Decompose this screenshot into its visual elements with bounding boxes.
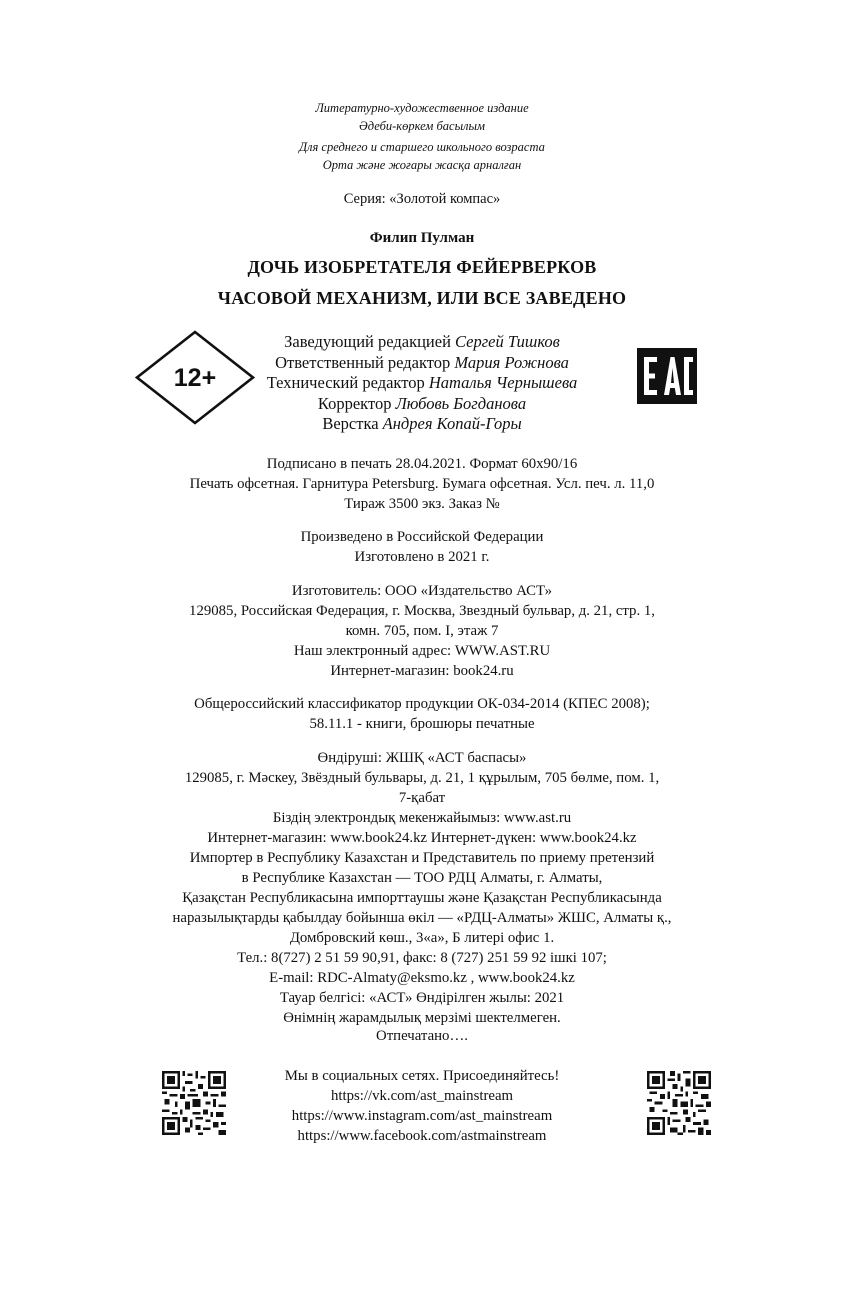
author-name: Филип Пулман: [369, 230, 475, 246]
staff-row: Ответственный редактор Мария Рожнова: [275, 352, 569, 372]
staff-row: Технический редактор Наталья Чернышева: [266, 373, 578, 392]
kazakh-line: Интернет-магазин: www.book24.kz Интернет-дүкен: www.book24.kz: [207, 830, 637, 846]
kazakh-info: [0, 748, 844, 1028]
printed-line: [0, 1026, 844, 1046]
social-block: [0, 1066, 844, 1146]
kazakh-line: Қазақстан Республикасына импорттаушы және Қазақстан Республикасында: [182, 890, 662, 906]
social-link-instagram[interactable]: https://www.instagram.com/ast_mainstream: [291, 1108, 553, 1124]
print-info-line: Подписано в печать 28.04.2021. Формат 60x90/16: [266, 456, 578, 472]
edition-type-ru: Литературно-художественное издание: [315, 101, 529, 115]
print-info-line: Тираж 3500 экз. Заказ №: [344, 496, 500, 512]
manufacturer-line: Интернет-магазин: book24.ru: [330, 663, 514, 679]
staff-row: Корректор Любовь Богданова: [317, 393, 527, 413]
book-titles: [0, 254, 844, 312]
edition-header: [0, 99, 844, 175]
kazakh-line: Домбровский көш., 3«а», Б литері офис 1.: [289, 930, 555, 946]
manufacturer-line: комн. 705, пом. I, этаж 7: [345, 623, 499, 639]
kazakh-line: Өнімнің жарамдылық мерзімі шектелмеген.: [283, 1010, 561, 1026]
kazakh-line: наразылықтарды қабылдау бойынша өкіл — «РДЦ-Алматы» ЖШС, Алматы қ.,: [172, 910, 672, 926]
edition-type-kz: Әдеби-көркем басылым: [359, 119, 485, 133]
kazakh-line: Өндіруші: ЖШҚ «АСТ баспасы»: [317, 750, 527, 766]
book-title-1: ДОЧЬ ИЗОБРЕТАТЕЛЯ ФЕЙЕРВЕРКОВ: [247, 257, 597, 277]
audience-kz: Орта және жоғары жасқа арналған: [322, 158, 522, 172]
manufacturer-line: Изготовитель: ООО «Издательство АСТ»: [291, 583, 553, 599]
staff-list: [0, 332, 844, 435]
kazakh-line: в Республике Казахстан — ТОО РДЦ Алматы, г. Алматы,: [241, 870, 603, 886]
manufacturer-line: 129085, Российская Федерация, г. Москва, Звездный бульвар, д. 21, стр. 1,: [189, 603, 655, 619]
series-name: Серия: «Золотой компас»: [343, 191, 501, 207]
qr-code-icon: [162, 1071, 226, 1135]
kazakh-line: Тел.: 8(727) 2 51 59 90,91, факс: 8 (727) 251 59 92 ішкі 107;: [237, 950, 607, 966]
print-info: [0, 454, 844, 514]
origin-info: [0, 527, 844, 567]
eac-logo-icon: [637, 348, 697, 404]
classifier-line: 58.11.1 - книги, брошюры печатные: [309, 716, 535, 732]
kazakh-line: 7-қабат: [398, 790, 446, 806]
series-line: [0, 189, 844, 209]
kazakh-line: Тауар белгісі: «АСТ» Өндірілген жылы: 2021: [279, 990, 565, 1006]
origin-line: Произведено в Российской Федерации: [300, 529, 544, 545]
author-line: [0, 228, 844, 248]
social-link-facebook[interactable]: https://www.facebook.com/astmainstream: [297, 1128, 547, 1144]
audience-ru: Для среднего и старшего школьного возраста: [299, 140, 545, 154]
manufacturer-info: [0, 581, 844, 681]
printed-text: Отпечатано….: [376, 1028, 468, 1044]
classifier-line: Общероссийский классификатор продукции ОК-034-2014 (КПЕС 2008);: [194, 696, 650, 712]
kazakh-line: Біздің электрондық мекенжайымыз: www.ast.ru: [272, 810, 572, 826]
print-info-line: Печать офсетная. Гарнитура Petersburg. Бумага офсетная. Усл. печ. л. 11,0: [189, 476, 655, 492]
kazakh-line: Импортер в Республику Казахстан и Представитель по приему претензий: [189, 850, 655, 866]
staff-row: Заведующий редакцией Сергей Тишков: [284, 332, 560, 351]
social-heading: Мы в социальных сетях. Присоединяйтесь!: [284, 1068, 560, 1084]
manufacturer-line: Наш электронный адрес: WWW.AST.RU: [293, 643, 551, 659]
social-link-vk[interactable]: https://vk.com/ast_mainstream: [330, 1088, 514, 1104]
classifier-info: [0, 694, 844, 734]
book-title-2: ЧАСОВОЙ МЕХАНИЗМ, ИЛИ ВСЕ ЗАВЕДЕНО: [217, 288, 627, 308]
kazakh-line: 129085, г. Мәскеу, Звёздный бульвары, д. 21, 1 құрылым, 705 бөлме, пом. 1,: [184, 770, 660, 786]
origin-line: Изготовлено в 2021 г.: [354, 549, 490, 565]
qr-code-icon: [647, 1071, 711, 1135]
kazakh-line: E-mail: RDC-Almaty@eksmo.kz , www.book24.kz: [269, 970, 575, 986]
age-rating-text: 12+: [173, 364, 217, 392]
staff-row: Верстка Андрея Копай-Горы: [322, 414, 522, 433]
